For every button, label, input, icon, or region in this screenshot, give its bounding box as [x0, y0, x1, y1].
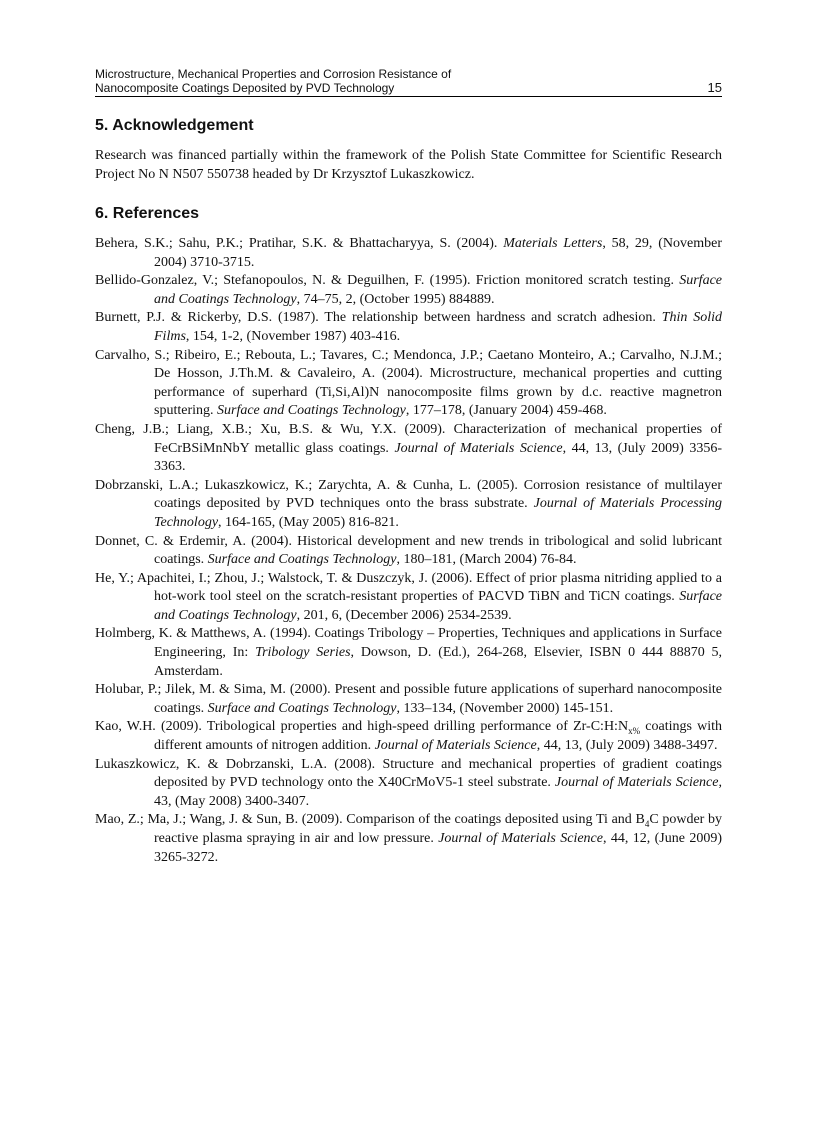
reference-item — [95, 309, 722, 346]
reference-item — [95, 681, 722, 718]
page-number: 15 — [707, 80, 722, 95]
reference-text: C powder by reactive plasma spraying in air and low pressure. — [154, 812, 722, 846]
reference-text: Behera, S.K.; Sahu, P.K.; Pratihar, S.K. & Bhattacharyya, S. (2004). — [95, 236, 504, 251]
reference-item — [95, 347, 722, 421]
reference-text: He, Y.; Apachitei, I.; Zhou, J.; Walstock, T. & Duszczyk, J. (2006). Effect of prior plasma nitriding applied to a hot-work tool steel on the scratch-resistant properties of PACVD TiBN and TiCN coatings. — [95, 570, 722, 605]
reference-text: Burnett, P.J. & Rickerby, D.S. (1987). The relationship between hardness and scratch adhesion. — [95, 310, 662, 326]
reference-journal: Journal of Materials Science — [374, 738, 537, 754]
reference-text: Holmberg, K. & Matthews, A. (1994). Coatings Tribology – Properties, Techniques and applications in Surface Engineering, In: — [95, 626, 722, 661]
reference-journal: Surface and Coatings Technology — [217, 403, 406, 419]
reference-details: , 180–181, (March 2004) 76-84. — [396, 552, 577, 568]
reference-item — [95, 235, 722, 272]
reference-item — [95, 272, 722, 309]
references-heading: 6. References — [95, 205, 200, 222]
reference-text: Cheng, J.B.; Liang, X.B.; Xu, B.S. & Wu, Y.X. (2009). Characterization of mechanical properties of FeCrBSiMnNbY metallic glass coatings. — [95, 421, 722, 456]
reference-text: Carvalho, S.; Ribeiro, E.; Rebouta, L.; Tavares, C.; Mendonca, J.P.; Caetano Monteiro, A.; Carvalho, N.J.M.; De Hosson, J.Th.M. & Cavaleiro, A. (2004). Microstructure, mechanical properties and cutting performance of superhard (Ti,Si,Al)N nanocomposite films grown by d.c. reactive magnetron sputtering. — [95, 347, 722, 419]
reference-text: Mao, Z.; Ma, J.; Wang, J. & Sun, B. (2009). Comparison of the coatings deposited using Ti and B — [95, 812, 645, 828]
reference-text: Holubar, P.; Jilek, M. & Sima, M. (2000). Present and possible future applications of superhard nanocomposite coatings. — [95, 682, 722, 716]
reference-subscript: x% — [628, 726, 641, 737]
reference-item — [95, 533, 722, 570]
running-header — [95, 67, 722, 97]
reference-journal: Journal of Materials Science — [438, 831, 603, 846]
reference-details: , 133–134, (November 2000) 145-151. — [396, 700, 614, 716]
header-title-line-2: Nanocomposite Coatings Deposited by PVD Technology — [95, 81, 395, 95]
header-title-line-1: Microstructure, Mechanical Properties and Corrosion Resistance of — [95, 67, 452, 81]
reference-journal: Tribology Series — [255, 645, 351, 661]
reference-journal: Surface and Coatings Technology — [154, 589, 722, 623]
reference-journal: Thin Solid Films — [154, 310, 722, 344]
acknowledgement-text: Research was financed partially within the framework of the Polish State Committee for Scientific Research Project No N N507 550738 headed by Dr Krzysztof Lukaszkowicz. — [95, 148, 722, 182]
reference-item — [95, 477, 722, 533]
reference-details: , 177–178, (January 2004) 459-468. — [405, 403, 607, 419]
reference-journal: Materials Letters — [503, 236, 603, 251]
reference-text: Dobrzanski, L.A.; Lukaszkowicz, K.; Zarychta, A. & Cunha, L. (2005). Corrosion resistance of multilayer coatings deposited by PVD techniques onto the brass substrate. — [95, 477, 722, 512]
reference-details: , 44, 13, (July 2009) 3356-3363. — [154, 440, 722, 475]
reference-details: , 44, 12, (June 2009) 3265-3272. — [154, 831, 722, 865]
reference-item — [95, 718, 722, 755]
acknowledgement-heading: 5. Acknowledgement — [95, 117, 254, 134]
reference-details: , 154, 1-2, (November 1987) 403-416. — [185, 328, 401, 344]
reference-item — [95, 421, 722, 477]
reference-text: Kao, W.H. (2009). Tribological properties and high-speed drilling performance of Zr-C:H:N — [95, 719, 629, 735]
reference-journal: Journal of Materials Science — [394, 440, 563, 456]
reference-journal: Surface and Coatings Technology — [154, 273, 722, 307]
reference-details: , 43, (May 2008) 3400-3407. — [154, 775, 722, 809]
reference-journal: Journal of Materials Science — [554, 775, 719, 791]
reference-item — [95, 811, 722, 867]
reference-details: , 74–75, 2, (October 1995) 884889. — [296, 291, 495, 307]
reference-text: Donnet, C. & Erdemir, A. (2004). Historical development and new trends in tribological and solid lubricant coatings. — [95, 533, 722, 568]
reference-details: , 164-165, (May 2005) 816-821. — [218, 514, 399, 530]
reference-item — [95, 570, 722, 626]
reference-subscript: 4 — [644, 819, 650, 830]
reference-journal: Journal of Materials Processing Technology — [154, 496, 723, 530]
reference-text: Lukaszkowicz, K. & Dobrzanski, L.A. (2008). Structure and mechanical properties of gradient coatings deposited by PVD technology onto the X40CrMoV5-1 steel substrate. — [95, 756, 722, 791]
reference-item — [95, 756, 722, 812]
reference-text: coatings with different amounts of nitrogen addition. — [154, 719, 723, 754]
reference-list — [95, 235, 722, 867]
reference-details: , 201, 6, (December 2006) 2534-2539. — [296, 607, 512, 623]
reference-details: , Dowson, D. (Ed.), 264-268, Elsevier, ISBN 0 444 88870 5, Amsterdam. — [154, 645, 722, 679]
reference-details: , 44, 13, (July 2009) 3488-3497. — [536, 738, 718, 754]
reference-journal: Surface and Coatings Technology — [207, 700, 397, 716]
reference-details: , 58, 29, (November 2004) 3710-3715. — [154, 236, 722, 270]
reference-text: Bellido-Gonzalez, V.; Stefanopoulos, N. & Deguilhen, F. (1995). Friction monitored scratch testing. — [95, 273, 680, 289]
reference-journal: Surface and Coatings Technology — [207, 552, 397, 568]
reference-item — [95, 625, 722, 681]
